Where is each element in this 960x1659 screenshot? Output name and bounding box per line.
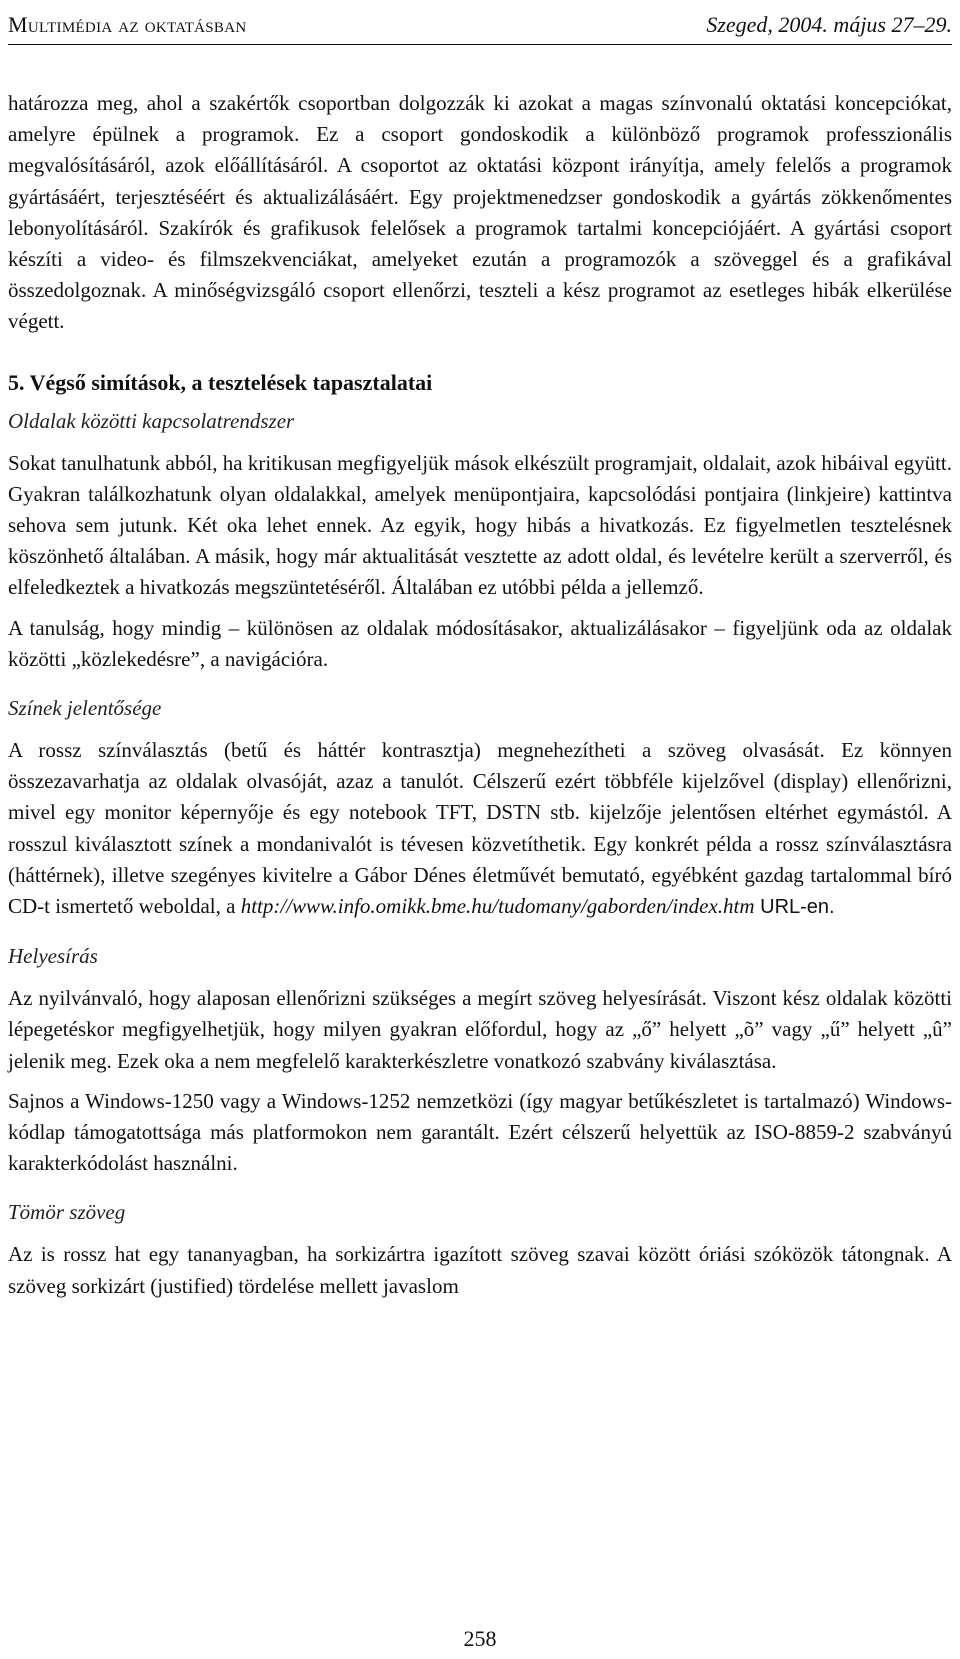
paragraph-spelling-2: Sajnos a Windows-1250 vagy a Windows-1252 nemzetközi (így magyar betűkészletet is tartalmazó) Windows-kódlap támogatottsága más platformokon nem garantált. Ezért célszerű helyettük az ISO-8859-2 szabványú karakterkódolást használni. [8,1088,952,1176]
intro-paragraph: határozza meg, ahol a szakértők csoportban dolgozzák ki azokat a magas színvonalú oktatási koncepciókat, amelyre épülnek a programok. Ez a csoport gondoskodik a különböző programok professzionális megvalósításáról, azok előállításáról. A csoportot az oktatási központ irányítja, amely felelős a programok gyártásáért, terjesztéséért és aktualizálásáért. Egy projektmenedzser gondoskodik a gyártás zökkenőmentes lebonyolításáról. Szakírók és grafikusok felelősek a programok tartalmi koncepciójáért. A gyártási csoport készíti a video- és filmszekvenciákat, amelyeket ezután a programozók a szöveggel és a grafikával összedolgoznak. A minőségvizsgáló csoport ellenőrzi, teszteli a kész programot az esetleges hibák elkerülése végett. [8,91,952,334]
section-heading: 5. Végső simítások, a tesztelések tapasztalatai [8,369,433,395]
subheading-colors: Színek jelentősége [8,696,162,721]
paragraph-spelling-1: Az nyilvánvaló, hogy alaposan ellenőrizni szükséges a megírt szöveg helyesírását. Viszont kész oldalak közötti lépegetéskor megfigyelhetjük, hogy milyen gyakran előfordul, hogy az „ő” helyett „õ” vagy „ű” helyett „û” jelenik meg. Ezek oka a nem megfelelő karakterkészletre vonatkozó szabvány kiválasztása. [8,986,952,1073]
subheading-links: Oldalak közötti kapcsolatrendszer [8,408,295,433]
page-number: 258 [463,1626,497,1651]
paragraph-links-1: Sokat tanulhatunk abból, ha kritikusan megfigyeljük mások elkészült programjait, oldalait, azok hibáival együtt. Gyakran találkozhatunk olyan oldalakkal, amelyek menüpontjaira, kapcsolódási pontjaira (linkjeire) kattintva sehova sem jutunk. Két oka lehet ennek. Az egyik, hogy hibás a hivatkozás. Ez figyelmetlen tesztelésnek köszönhető általában. A másik, hogy már aktualitását vesztette az adott oldal, és levételre került a szerverről, és elfeledkeztek a hivatkozás megszüntetéséről. Általában ez utóbbi példa a jellemző. [8,450,952,600]
header-location-date: Szeged, 2004. május 27–29. [706,12,952,37]
paragraph-colors-text: A rossz színválasztás (betű és háttér kontrasztja) megnehezítheti a szöveg olvasását. Ez könnyen összezavarhatja az oldalak olvasóját, azaz a tanulót. Célszerű ezért többféle kijelzővel (display) ellenőrizni, mivel egy monitor képernyője és egy notebook TFT, DSTN stb. kijelzője jelentősen eltérhet egymástól. A rosszul kiválasztott színek a mondanivalót is tévesen közvetíthetik. Egy konkrét példa a rossz színválasztásra (háttérnek), illetve szegényes kivitelre a Gábor Dénes életművét bemutató, egyébként gazdag tartalommal bíró CD-t ismertető weboldal, a [8,738,952,919]
paragraph-colors-tail: URL-en. [754,896,835,919]
page-content [8,88,952,1302]
subheading-spelling: Helyesírás [8,944,98,969]
paragraph-dense-text: Az is rossz hat egy tananyagban, ha sorkizártra igazított szöveg szavai között óriási szóközök tátongnak. A szöveg sorkizárt (justified) tördelése mellett javaslom [8,1242,952,1298]
paragraph-links-2: A tanulság, hogy mindig – különösen az oldalak módosításakor, aktualizálásakor – figyeljünk oda az oldalak közötti „közlekedésre”, a navigációra. [8,615,952,671]
url-link[interactable]: http://www.info.omikk.bme.hu/tudomany/gaborden/index.htm [240,894,755,919]
running-header [8,4,952,45]
paragraph-colors [8,735,952,923]
subheading-dense-text: Tömör szöveg [8,1200,126,1225]
header-conference-title: Multimédia az oktatásban [8,12,247,37]
